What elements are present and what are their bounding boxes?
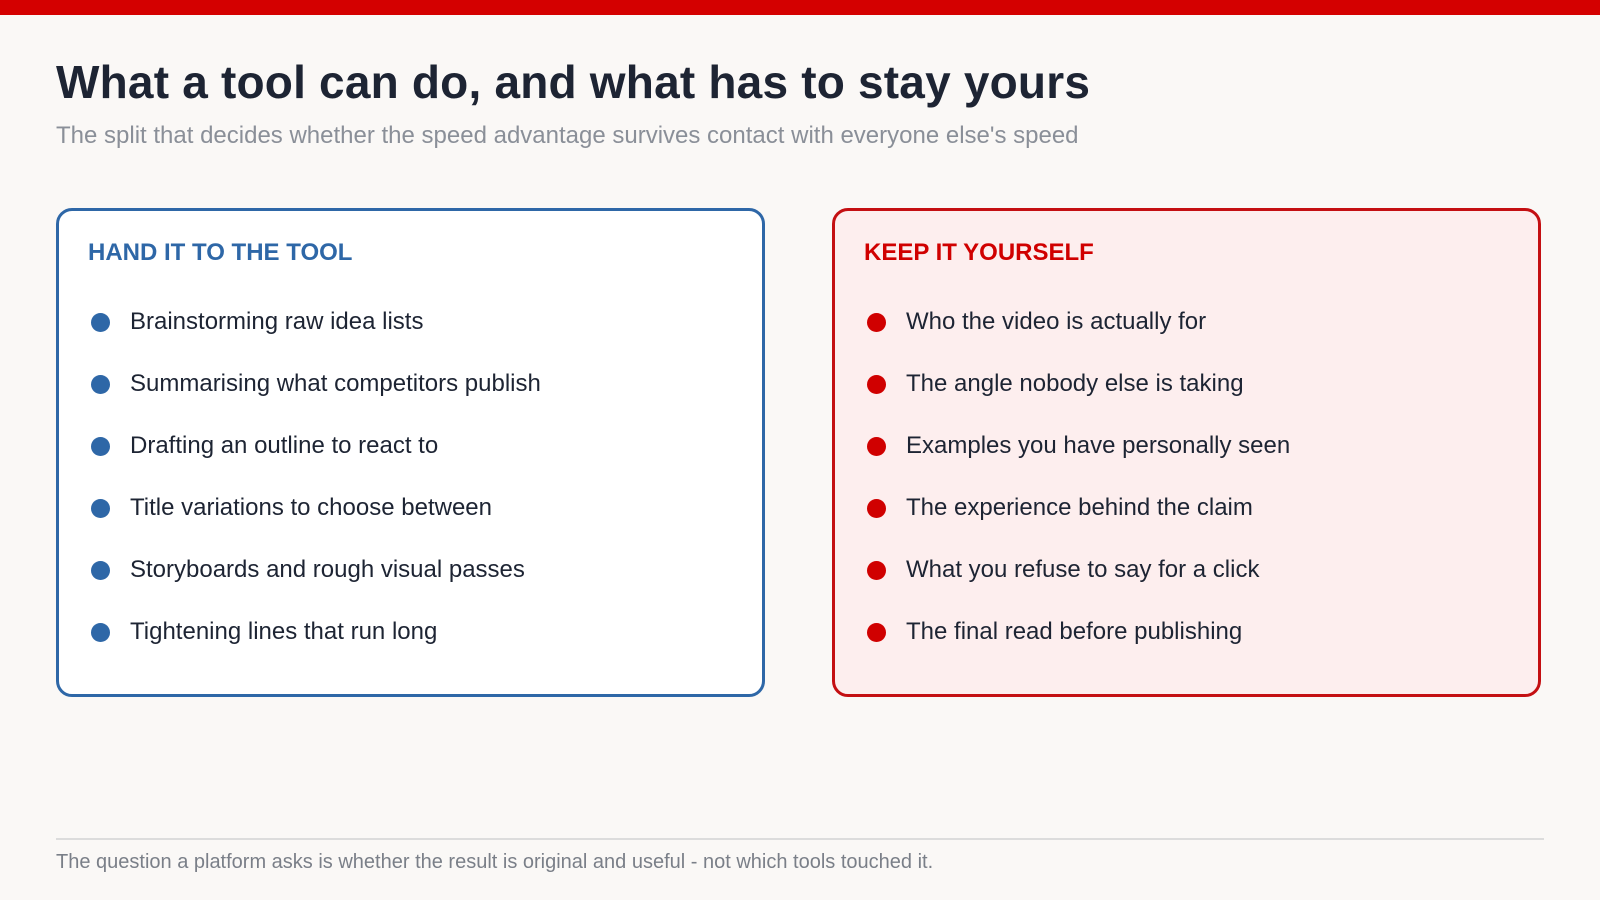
list-item-label: Summarising what competitors publish [130,370,541,397]
list-item-label: The final read before publishing [906,618,1243,645]
hand-to-tool-heading: HAND IT TO THE TOOL [88,239,353,266]
list-item [91,353,541,415]
list-item-label: Title variations to choose between [130,494,492,521]
list-item-label: What you refuse to say for a click [906,556,1260,583]
bullet-dot-icon [91,623,110,642]
footer-divider [56,838,1544,840]
list-item-label: Who the video is actually for [906,308,1207,335]
keep-yourself-heading: KEEP IT YOURSELF [864,239,1094,266]
list-item [867,601,1290,663]
bullet-dot-icon [867,623,886,642]
hand-to-tool-panel [56,208,765,697]
bullet-dot-icon [867,561,886,580]
keep-yourself-list [867,291,1290,663]
list-item-label: Tightening lines that run long [130,618,438,645]
list-item [867,353,1290,415]
list-item [91,415,541,477]
bullet-dot-icon [91,561,110,580]
list-item-label: The experience behind the claim [906,494,1253,521]
bullet-dot-icon [91,313,110,332]
bullet-dot-icon [867,375,886,394]
list-item-label: Examples you have personally seen [906,432,1291,459]
list-item-label: Brainstorming raw idea lists [130,308,424,335]
keep-yourself-panel [832,208,1541,697]
list-item-label: Storyboards and rough visual passes [130,556,525,583]
top-accent-bar [0,0,1600,15]
hand-to-tool-list [91,291,541,663]
slide-subtitle: The split that decides whether the speed advantage survives contact with everyone else's speed [56,122,1079,149]
bullet-dot-icon [867,313,886,332]
footer-note: The question a platform asks is whether the result is original and useful - not which tools touched it. [56,851,934,873]
bullet-dot-icon [91,437,110,456]
list-item [867,415,1290,477]
bullet-dot-icon [91,375,110,394]
list-item [867,291,1290,353]
bullet-dot-icon [867,499,886,518]
list-item [91,539,541,601]
list-item [91,601,541,663]
bullet-dot-icon [91,499,110,518]
list-item-label: The angle nobody else is taking [906,370,1244,397]
list-item-label: Drafting an outline to react to [130,432,439,459]
bullet-dot-icon [867,437,886,456]
list-item [91,291,541,353]
slide-title: What a tool can do, and what has to stay yours [56,56,1091,108]
list-item [867,477,1290,539]
list-item [91,477,541,539]
list-item [867,539,1290,601]
